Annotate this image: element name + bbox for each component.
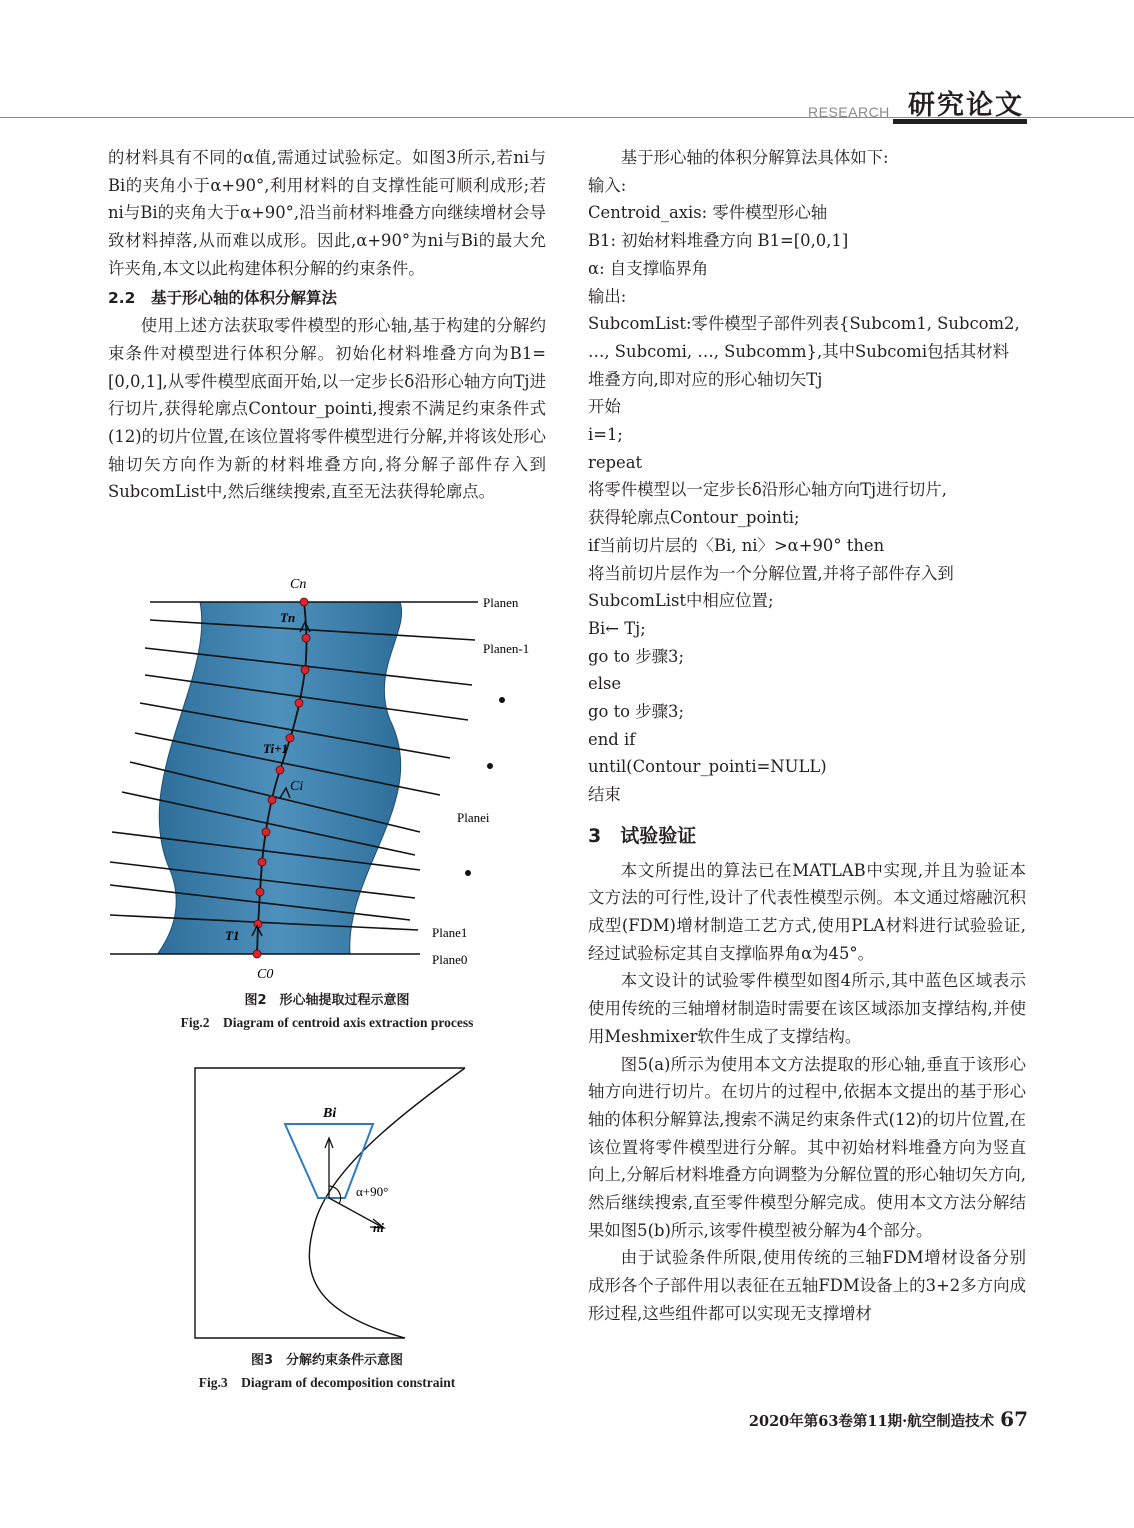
algorithm-line: 输入: [588,175,627,195]
right-column [588,144,1026,1328]
algorithm-line: 基于形心轴的体积分解算法具体如下: [588,148,889,167]
label-tn: Tn [280,610,296,625]
label-angle: α+90° [356,1184,389,1199]
left-paragraph-2: 使用上述方法获取零件模型的形心轴,基于构建的分解约束条件对模型进行体积分解。初始化材料堆叠方向为B1=[0,0,1],从零件模型底面开始,以一定步长δ沿形心轴方向Tj进行切片,获得轮廓点Contour_pointi,搜索不满足约束条件式(12)的切片位置,在该位置将零件模型进行分解,并将该处形心轴切矢方向作为新的材料堆叠方向,将分解子部件存入到SubcomList中,然后继续搜索,直至无法获得轮廓点。 [108,316,546,502]
algorithm-line: 结束 [588,785,621,805]
centroid-point [295,699,303,707]
algorithm-line: go to 步骤3; [588,646,684,666]
figure-2-caption-cn: 图2 形心轴提取过程示意图 [244,993,410,1008]
label-c0: C0 [257,967,274,982]
right-paragraph-3: 图5(a)所示为使用本文方法提取的形心轴,垂直于该形心轴方向进行切片。在切片的过程中,依据本文提出的基于形心轴的体积分解算法,搜索不满足约束条件式(12)的切片位置,在该位置将零件模型进行分解。其中初始材料堆叠方向为竖直向上,分解后材料堆叠方向调整为分解位置的形心轴切矢方向,然后继续搜索,直至零件模型分解完成。使用本文方法分解结果如图5(b)所示,该零件模型被分解为4个部分。 [588,1054,1026,1240]
header-title: 研究论文 [908,90,1024,121]
algorithm-line: …, Subcomi, …, Subcomm},其中Subcomi包括其材料 [588,341,1010,361]
figure-3-caption-cn: 图3 分解约束条件示意图 [250,1353,404,1368]
figure-2-caption [110,990,544,1034]
algorithm-line: go to 步骤3; [588,702,684,722]
algorithm-line: if当前切片层的〈Bi, ni〉>α+90° then [588,535,885,555]
algorithm-line: SubcomList:零件模型子部件列表{Subcom1, Subcom2, [588,314,1020,334]
left-column [108,144,546,506]
label-ci: Ci [290,779,304,794]
algorithm-line: 堆叠方向,即对应的形心轴切矢Tj [588,369,823,389]
algorithm-line: 获得轮廓点Contour_pointi; [588,508,800,528]
algorithm-line: Bi← Tj; [588,618,646,638]
figure-3 [190,1062,470,1344]
label-plane-i: Planei [457,810,490,825]
label-plane-1: Plane1 [432,925,468,940]
figure-2 [100,570,560,990]
ellipsis-dot-2 [487,763,493,769]
page-number: 67 [1000,1407,1028,1431]
label-plane-n: Planen [483,595,519,610]
algorithm-line: α: 自支撑临界角 [588,258,709,278]
centroid-point [256,888,264,896]
algorithm-line: end if [588,729,636,749]
algorithm-line: B1: 初始材料堆叠方向 B1=[0,0,1] [588,231,849,251]
footer-journal: 2020年第63卷第11期·航空制造技术 [748,1413,995,1430]
right-paragraph-4: 由于试验条件所限,使用传统的三轴FDM增材设备分别成形各个子部件用以表征在五轴FDM设备上的3+2多方向成形过程,这些组件都可以实现无支撑增材 [588,1248,1026,1323]
centroid-point [276,766,284,774]
right-paragraph-2: 本文设计的试验零件模型如图4所示,其中蓝色区域表示使用传统的三轴增材制造时需要在该区域添加支撑结构,并使用Meshmixer软件生成了支撑结构。 [588,971,1026,1046]
centroid-point [301,666,309,674]
ellipsis-dot-3 [465,870,471,876]
algorithm-line: 输出: [588,286,627,306]
figure-3-caption-en: Fig.3 Diagram of decomposition constraint [198,1375,456,1390]
ellipsis-dot-1 [499,697,505,703]
algorithm-block [588,144,1026,809]
label-plane-n1: Planen-1 [483,641,530,656]
label-ni: ni [373,1220,384,1235]
algorithm-line: until(Contour_pointi=NULL) [588,757,827,777]
section-3-heading: 3 试验验证 [588,824,697,847]
centroid-point [302,634,310,642]
label-bi: Bi [323,1106,337,1121]
centroid-point [300,598,308,606]
algorithm-line: repeat [588,452,643,472]
label-t1: T1 [225,928,240,943]
right-paragraph-1: 本文所提出的算法已在MATLAB中实现,并且为验证本文方法的可行性,设计了代表性模型示例。本文通过熔融沉积成型(FDM)增材制造工艺方式,使用PLA材料进行试验验证,经过试验标定其自支撑临界角α为45°。 [588,860,1026,963]
header-research: RESEARCH [808,104,890,120]
algorithm-line: Centroid_axis: 零件模型形心轴 [588,203,828,223]
algorithm-line: 将当前切片层作为一个分解位置,并将子部件存入到 [588,563,954,583]
centroid-point [268,796,276,804]
label-ti1: Ti+1 [263,741,288,756]
algorithm-line: SubcomList中相应位置; [588,591,774,611]
figure-2-caption-en: Fig.2 Diagram of centroid axis extraction process [180,1015,474,1030]
algorithm-line: 开始 [588,397,621,417]
section-2-2-heading: 2.2 基于形心轴的体积分解算法 [108,288,337,307]
left-paragraph-1: 的材料具有不同的α值,需通过试验标定。如图3所示,若ni与Bi的夹角小于α+90°,利用材料的自支撑性能可顺利成形;若ni与Bi的夹角大于α+90°,沿当前材料堆叠方向继续增材会导致材料掉落,从而难以成形。因此,α+90°为ni与Bi的最大允许夹角,本文以此构建体积分解的约束条件。 [108,148,546,278]
page-footer [749,1407,1028,1431]
algorithm-line: else [588,674,622,694]
centroid-point [253,950,261,958]
label-cn: Cn [290,577,307,592]
centroid-point [262,828,270,836]
algorithm-line: 将零件模型以一定步长δ沿形心轴方向Tj进行切片, [588,480,947,500]
centroid-point [258,858,266,866]
algorithm-line: i=1; [588,425,623,445]
figure-3-caption [110,1350,544,1394]
label-plane-0: Plane0 [432,952,468,967]
